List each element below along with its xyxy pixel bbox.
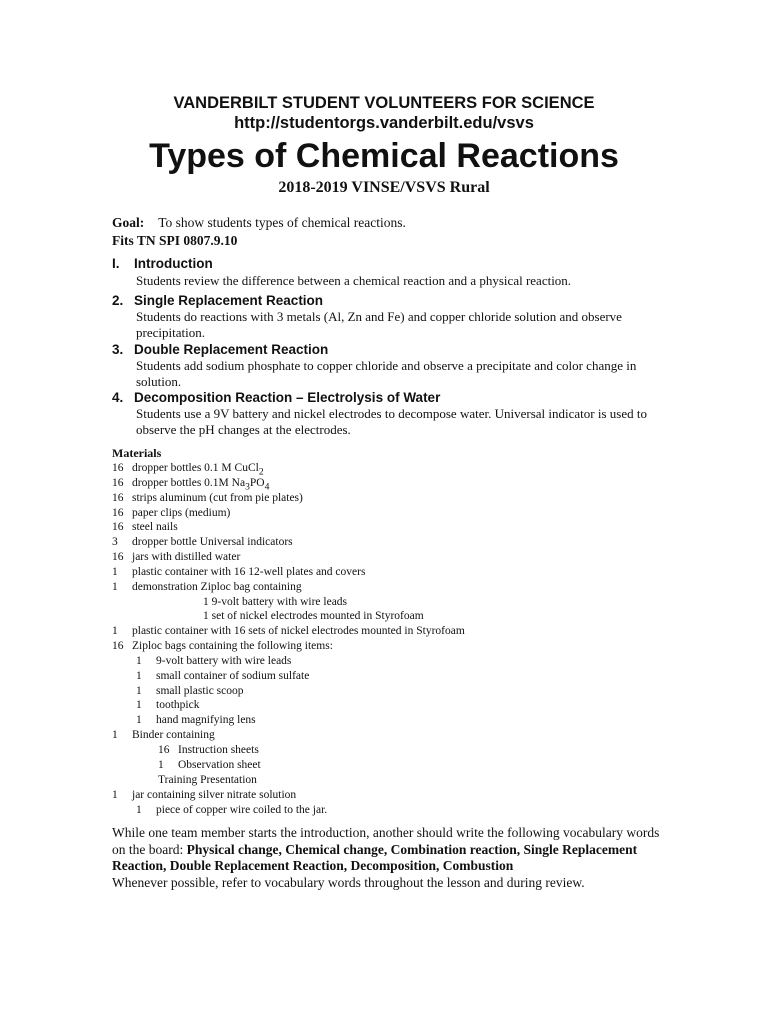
section-number: I. (112, 256, 120, 271)
section-number: 3. (112, 342, 124, 357)
material-subitem: 1 small plastic scoop (136, 685, 244, 697)
goal-label: Goal: (112, 215, 145, 230)
vocabulary-outro: Whenever possible, refer to vocabulary words throughout the lesson and during review. (112, 874, 585, 890)
section-heading (112, 341, 328, 358)
material-item: 1 demonstration Ziploc bag containing (112, 581, 302, 593)
materials-heading: Materials (112, 446, 162, 460)
section-title: Decomposition Reaction – Electrolysis of Water (134, 390, 441, 405)
section-body: Students use a 9V battery and nickel electrodes to decompose water. Universal indicator is used to observe the pH changes at the electrodes. (136, 406, 647, 437)
material-item: 1 jar containing silver nitrate solution (112, 789, 297, 801)
material-item: 16 dropper bottles 0.1M $Na_3PO_4$ (112, 477, 270, 493)
section-number: 2. (112, 293, 124, 308)
section-title: Double Replacement Reaction (134, 342, 329, 357)
material-subitem: 1 piece of copper wire coiled to the jar. (136, 804, 328, 816)
section-body: Students do reactions with 3 metals (Al, Zn and Fe) and copper chloride solution and observe precipitation. (136, 309, 622, 340)
material-subitem: 1 Observation sheet (158, 759, 261, 771)
material-item: 16 dropper bottles 0.1 M CuCl$_2$ (112, 462, 264, 478)
vocabulary-words: Physical change, Chemical change, Combination reaction, Single Replacement Reaction, Double Replacement Reaction, Decomposition, Combustion (112, 841, 638, 873)
material-item: 1 Binder containing (112, 729, 215, 741)
vocabulary-paragraph (112, 825, 660, 891)
material-subitem: 1 small container of sodium sulfate (136, 670, 310, 682)
standards-line: Fits TN SPI 0807.9.10 (112, 233, 238, 248)
material-subitem: 1 set of nickel electrodes mounted in Styrofoam (203, 610, 424, 622)
section-number: 4. (112, 390, 124, 405)
section-title: Single Replacement Reaction (134, 293, 324, 308)
material-subitem: 1 hand magnifying lens (136, 714, 256, 726)
organization-name: VANDERBILT STUDENT VOLUNTEERS FOR SCIENCE (173, 94, 595, 112)
material-subitem: 16 Instruction sheets (158, 744, 259, 756)
page-subtitle: 2018-2019 VINSE/VSVS Rural (278, 179, 490, 196)
material-item: 16 strips aluminum (cut from pie plates) (112, 492, 303, 504)
material-item: 16 jars with distilled water (112, 551, 241, 563)
material-item: 16 Ziploc bags containing the following items: (112, 640, 333, 652)
vocabulary-intro: While one team member starts the introduction, another should write the following vocabulary words on the board: (112, 825, 660, 857)
material-subitem: 1 toothpick (136, 699, 200, 711)
material-item: 1 plastic container with 16 12-well plates and covers (112, 566, 366, 578)
material-subitem: Training Presentation (158, 774, 257, 786)
section-heading (112, 255, 213, 272)
section-body: Students add sodium phosphate to copper chloride and observe a precipitate and color change in solution. (136, 358, 637, 389)
material-item: 16 steel nails (112, 521, 178, 533)
section-heading (112, 292, 323, 309)
goal-line (112, 214, 406, 231)
material-subitem: 1 9-volt battery with wire leads (203, 596, 348, 608)
material-subitem: 1 9-volt battery with wire leads (136, 655, 292, 667)
section-body: Students review the difference between a chemical reaction and a physical reaction. (136, 273, 572, 288)
material-item: 1 plastic container with 16 sets of nickel electrodes mounted in Styrofoam (112, 625, 465, 637)
material-item: 16 paper clips (medium) (112, 507, 231, 519)
section-title: Introduction (134, 256, 213, 271)
goal-text: To show students types of chemical reactions. (158, 215, 406, 230)
organization-url[interactable]: http://studentorgs.vanderbilt.edu/vsvs (234, 114, 534, 132)
page-title: Types of Chemical Reactions (149, 137, 619, 175)
section-heading (112, 389, 440, 406)
material-item: 3 dropper bottle Universal indicators (112, 536, 293, 548)
